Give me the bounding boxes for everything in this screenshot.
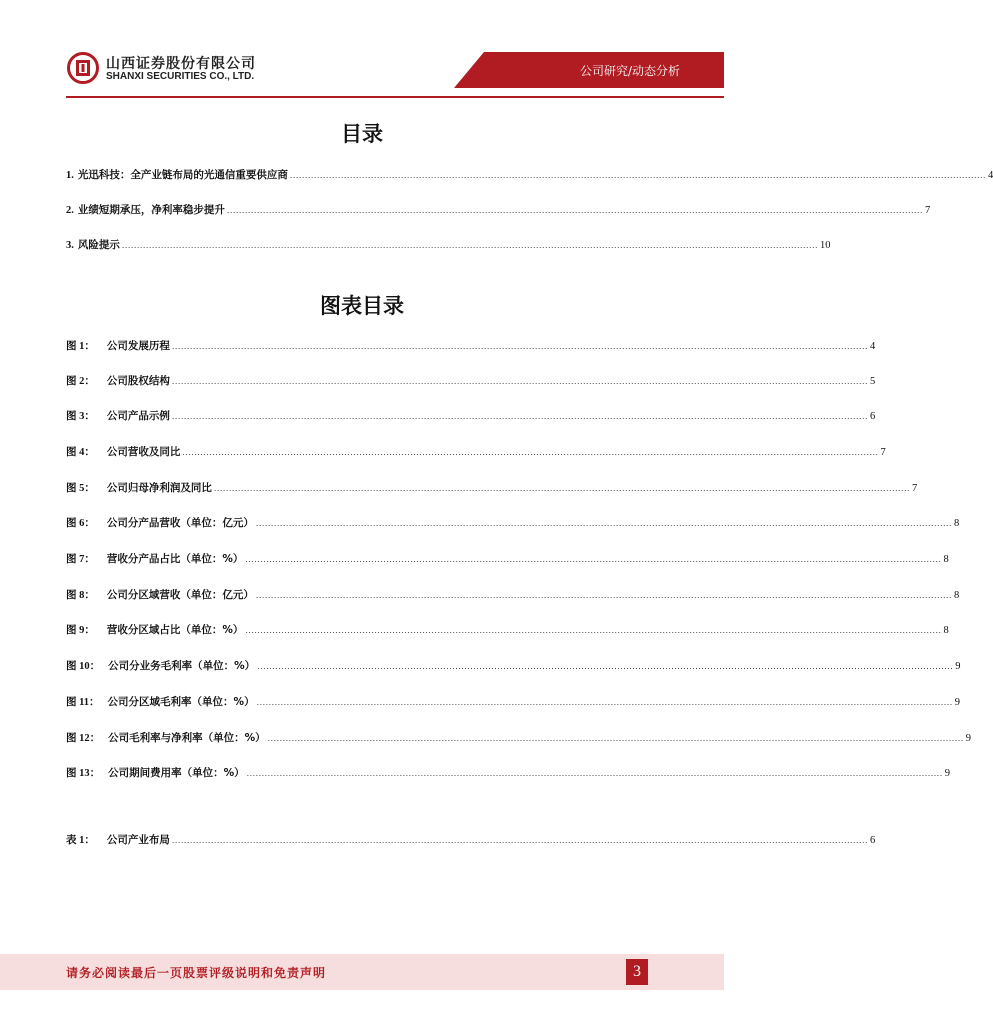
figure-entry-number: 图 6： [66,518,95,529]
toc-entry-page: 10 [820,240,831,251]
figure-entry-page: 8 [943,625,949,636]
figure-entry[interactable] [66,480,918,496]
figure-entry-label: 公司分产品营收（单位：亿元） [106,517,254,529]
toc-entry-number: 2. [66,205,74,216]
figure-entry-number: 图 12： [66,733,101,744]
table-entry[interactable] [66,832,876,848]
dot-leader: ........................................................................................................................................................................................................................................ [255,590,952,600]
shanxi-securities-logo-icon [67,52,99,84]
toc-entry-number: 1. [66,170,74,181]
figure-entry-number: 图 8： [66,590,95,601]
figure-entry-page: 5 [870,376,876,387]
figure-entry[interactable] [66,622,949,638]
page-number: 3 [626,959,648,985]
toc-entry-label: 风险提示 [77,239,120,251]
dot-leader: ........................................................................................................................................................................................................................................ [245,625,942,635]
figure-entry[interactable] [66,515,960,531]
dot-leader: ........................................................................................................................................................................................................................................ [257,661,954,671]
figure-entry-page: 8 [954,518,960,529]
figure-entry-label: 公司毛利率与净利率（单位：%） [108,732,266,744]
figure-entry-page: 7 [912,483,918,494]
figure-entry-page: 4 [870,341,876,352]
figure-entry[interactable] [66,408,876,424]
dot-leader: ........................................................................................................................................................................................................................................ [245,554,942,564]
figure-entry-number: 图 3： [66,411,95,422]
figure-entry-label: 公司期间费用率（单位：%） [108,767,245,779]
figure-entry-label: 公司归母净利润及同比 [106,482,212,494]
figure-entry-page: 8 [954,590,960,601]
figure-entry-number: 图 9： [66,625,95,636]
figure-entry-label: 公司股权结构 [106,375,170,387]
figures-title: 图表目录 [320,294,404,318]
figure-entry[interactable] [66,551,949,567]
figure-entry-page: 9 [954,697,960,708]
figure-entry-label: 公司营收及同比 [106,446,181,458]
toc-entry[interactable] [66,167,993,183]
toc-entry-label: 光迅科技：全产业链布局的光通信重要供应商 [77,169,288,181]
figure-entry-number: 图 10： [66,661,101,672]
figure-entry-label: 公司分区域营收（单位：亿元） [106,589,254,601]
toc-entry-page: 4 [988,170,993,181]
figure-entry[interactable] [66,658,961,674]
page-header [0,0,724,100]
company-name-en: SHANXI SECURITIES CO., LTD. [106,71,255,82]
table-entry-number: 表 1： [66,835,95,846]
toc-entry[interactable] [66,237,831,253]
company-name-cn: 山西证券股份有限公司 [106,56,256,72]
toc-entry[interactable] [66,202,931,218]
dot-leader: ........................................................................................................................................................................................................................................ [256,697,953,707]
table-entry-label: 公司产业布局 [106,834,170,846]
toc-entry-number: 3. [66,240,74,251]
figure-entry-label: 公司分业务毛利率（单位：%） [108,660,256,672]
figure-entry-label: 公司产品示例 [106,410,170,422]
figure-entry-page: 8 [943,554,949,565]
dot-leader: ........................................................................................................................................................................................................................................ [171,376,868,386]
table-entry-page: 6 [870,835,876,846]
figure-entry[interactable] [66,694,960,710]
figure-entry-page: 9 [965,733,972,744]
dot-leader: ........................................................................................................................................................................................................................................ [182,447,879,457]
figure-entry[interactable] [66,338,876,354]
dot-leader: ........................................................................................................................................................................................................................................ [171,411,868,421]
toc-title: 目录 [341,122,383,146]
figure-entry[interactable] [66,587,960,603]
dot-leader: ........................................................................................................................................................................................................................................ [121,240,818,250]
figure-entry-number: 图 7： [66,554,95,565]
figure-entry-page: 9 [944,768,951,779]
figure-entry-number: 图 13： [66,768,101,779]
figure-entry-number: 图 1： [66,341,95,352]
dot-leader: ........................................................................................................................................................................................................................................ [226,205,923,215]
dot-leader: ........................................................................................................................................................................................................................................ [171,341,868,351]
figure-entry-page: 7 [880,447,886,458]
figure-entry-number: 图 2： [66,376,95,387]
dot-leader: ........................................................................................................................................................................................................................................ [255,518,952,528]
figure-entry-page: 6 [870,411,876,422]
dot-leader: ........................................................................................................................................................................................................................................ [289,170,986,180]
figure-entry-page: 9 [955,661,961,672]
figure-entry-label: 公司发展历程 [106,340,170,352]
figure-entry-number: 图 5： [66,483,95,494]
figure-entry[interactable] [66,765,951,781]
report-type-banner [454,52,724,88]
disclaimer-notice: 请务必阅读最后一页股票评级说明和免责声明 [66,966,327,980]
figure-entry-number: 图 4： [66,447,95,458]
figure-entry-number: 图 11： [66,697,100,708]
report-type: 公司研究/动态分析 [579,64,680,78]
figure-entry-label: 营收分区域占比（单位：%） [106,624,244,636]
page-footer [0,954,724,990]
figure-entry[interactable] [66,730,972,746]
figure-entry-label: 营收分产品占比（单位：%） [106,553,244,565]
figure-entry[interactable] [66,444,886,460]
figure-entry-label: 公司分区域毛利率（单位：%） [107,696,255,708]
toc-entry-page: 7 [925,205,931,216]
dot-leader: ........................................................................................................................................................................................................................................ [171,835,868,845]
dot-leader: ........................................................................................................................................................................................................................................ [267,733,964,743]
header-divider [66,96,724,98]
toc-entry-label: 业绩短期承压，净利率稳步提升 [77,204,225,216]
dot-leader: ........................................................................................................................................................................................................................................ [246,768,943,778]
figure-entry[interactable] [66,373,876,389]
dot-leader: ........................................................................................................................................................................................................................................ [213,483,910,493]
